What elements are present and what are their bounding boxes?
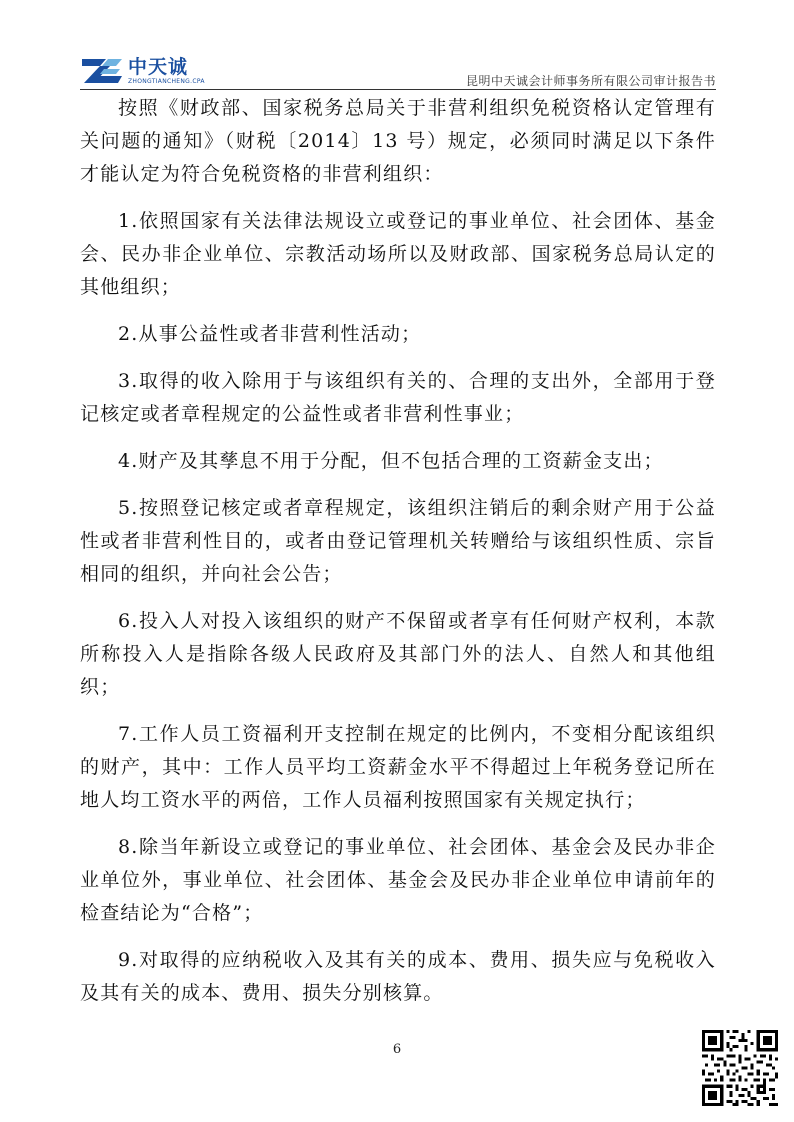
zhongtiancheng-logo-icon: [80, 56, 124, 86]
page-header: [80, 50, 716, 90]
logo-name-en: ZHONGTIANCHENG.CPA: [128, 77, 205, 85]
company-logo: [80, 56, 205, 86]
qr-code-icon: [702, 1030, 778, 1106]
condition-3: 3.取得的收入除用于与该组织有关的、合理的支出外，全部用于登记核定或者章程规定的公益性或者非营利性事业；: [80, 370, 716, 425]
report-header-title: 昆明中天诚会计师事务所有限公司审计报告书: [465, 74, 716, 88]
page-number: 6: [392, 1042, 402, 1057]
header-divider: [80, 89, 716, 90]
condition-2: 2.从事公益性或者非营利性活动；: [118, 323, 422, 345]
condition-8: 8.除当年新设立或登记的事业单位、社会团体、基金会及民办非企业单位外，事业单位、社会团体、基金会及民办非企业单位申请前年的检查结论为“合格”；: [80, 836, 716, 924]
document-body: [80, 92, 716, 1024]
condition-4: 4.财产及其孳息不用于分配，但不包括合理的工资薪金支出；: [118, 450, 664, 472]
logo-name-cn: 中天诚: [128, 55, 189, 78]
condition-7: 7.工作人员工资福利开支控制在规定的比例内，不变相分配该组织的财产，其中：工作人员平均工资薪金水平不得超过上年税务登记所在地人均工资水平的两倍，工作人员福利按照国家有关规定执行；: [80, 723, 716, 811]
condition-6: 6.投入人对投入该组织的财产不保留或者享有任何财产权利，本款所称投入人是指除各级人民政府及其部门外的法人、自然人和其他组织；: [80, 610, 716, 698]
condition-5: 5.按照登记核定或者章程规定，该组织注销后的剩余财产用于公益性或者非营利性目的，或者由登记管理机关转赠给与该组织性质、宗旨相同的组织，并向社会公告；: [80, 497, 716, 585]
intro-paragraph: 按照《财政部、国家税务总局关于非营利组织免税资格认定管理有关问题的通知》（财税〔2014〕13 号）规定，必须同时满足以下条件才能认定为符合免税资格的非营利组织：: [80, 97, 716, 185]
condition-1: 1.依照国家有关法律法规设立或登记的事业单位、社会团体、基金会、民办非企业单位、宗教活动场所以及财政部、国家税务总局认定的其他组织；: [80, 210, 716, 298]
condition-9: 9.对取得的应纳税收入及其有关的成本、费用、损失应与免税收入及其有关的成本、费用、损失分别核算。: [80, 949, 716, 1004]
